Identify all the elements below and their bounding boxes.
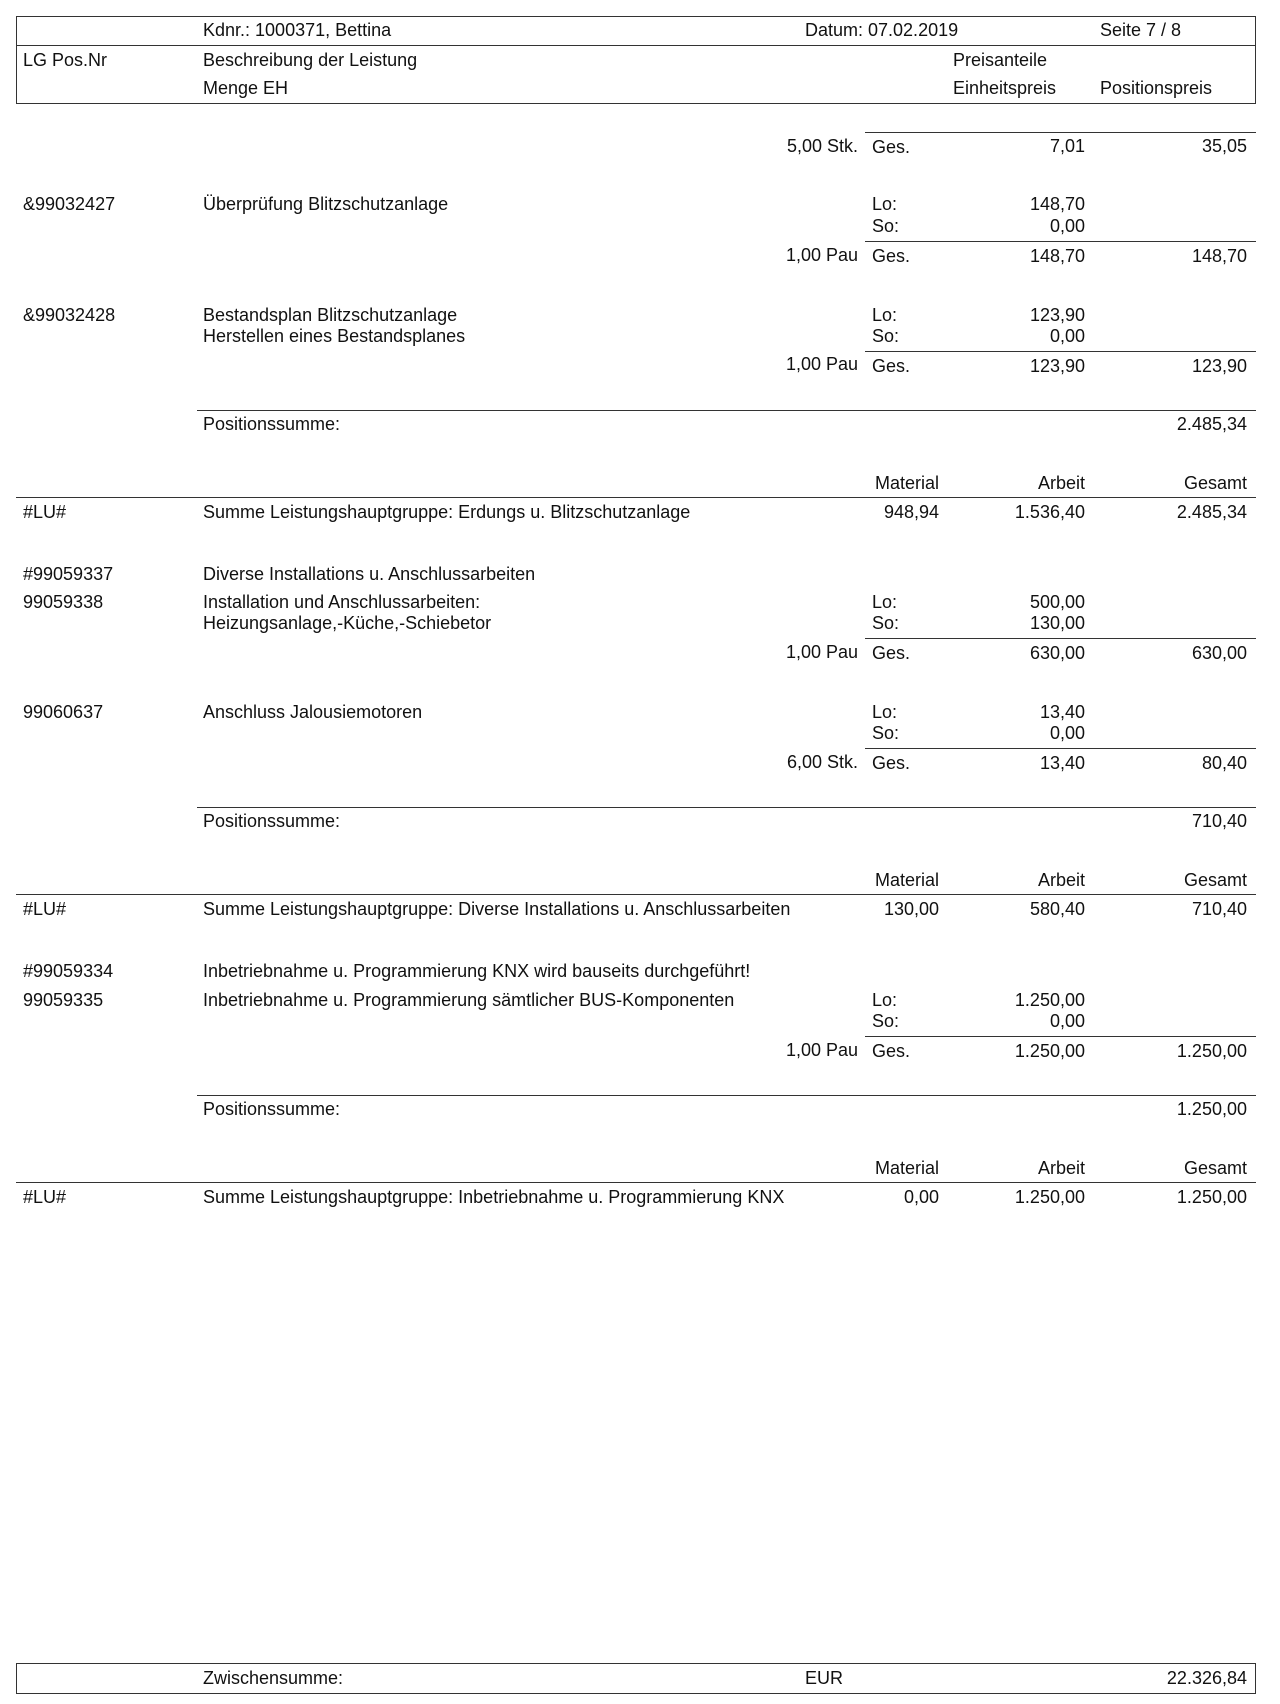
column-header-lg-pos: LG Pos.Nr (23, 50, 108, 70)
group-number: #99059334 (23, 961, 114, 981)
lo-label: Lo: (872, 592, 898, 612)
so-label: So: (872, 1011, 900, 1031)
carryover-line (865, 132, 1256, 133)
ges-label: Ges. (872, 643, 911, 663)
position-description: Installation und Anschlussarbeiten: (203, 592, 481, 612)
position-sum-value: 710,40 (1191, 811, 1247, 831)
position-sum-value: 2.485,34 (1176, 414, 1247, 434)
position-sum-label: Positionssumme: (203, 811, 341, 831)
position-sum-line (197, 410, 1256, 411)
material-header: Material (874, 473, 939, 493)
position-quantity: 1,00 Pau (785, 1040, 858, 1060)
position-number: 99059338 (23, 592, 104, 612)
position-sum-value: 1.250,00 (1176, 1099, 1247, 1119)
position-divider (865, 351, 1256, 352)
lo-value: 148,70 (1029, 194, 1085, 214)
customer-number: Kdnr.: 1000371, Bettina (203, 20, 392, 40)
position-sum-label: Positionssumme: (203, 414, 341, 434)
group-sum-label: Summe Leistungshauptgruppe: Erdungs u. Blitzschutzanlage (203, 502, 691, 522)
position-unit-price: 1.250,00 (1014, 1041, 1085, 1061)
column-header-description: Beschreibung der Leistung (203, 50, 418, 70)
position-total: 80,40 (1201, 753, 1247, 773)
position-quantity: 1,00 Pau (785, 642, 858, 662)
lo-value: 1.250,00 (1014, 990, 1085, 1010)
carryover-ges-label: Ges. (872, 137, 911, 157)
ges-label: Ges. (872, 246, 911, 266)
so-value: 130,00 (1029, 613, 1085, 633)
position-number: &99032428 (23, 305, 116, 325)
position-divider (865, 638, 1256, 639)
so-value: 0,00 (1049, 723, 1085, 743)
lo-label: Lo: (872, 305, 898, 325)
arbeit-header: Arbeit (1037, 870, 1085, 890)
group-title: Diverse Installations u. Anschlussarbeiten (203, 564, 536, 584)
lo-value: 500,00 (1029, 592, 1085, 612)
arbeit-header: Arbeit (1037, 1158, 1085, 1178)
header-box (16, 16, 1256, 104)
column-header-quantity-unit: Menge EH (203, 78, 289, 98)
column-header-price-parts: Preisanteile (953, 50, 1048, 70)
position-divider (865, 1036, 1256, 1037)
position-total: 123,90 (1191, 356, 1247, 376)
position-sum-label: Positionssumme: (203, 1099, 341, 1119)
lu-marker: #LU# (23, 899, 67, 919)
so-label: So: (872, 216, 900, 236)
group-sum-label: Summe Leistungshauptgruppe: Inbetriebnahme u. Programmierung KNX (203, 1187, 785, 1207)
ges-label: Ges. (872, 356, 911, 376)
position-description-line2: Herstellen eines Bestandsplanes (203, 326, 466, 346)
column-header-unit-price: Einheitspreis (953, 78, 1057, 98)
group-sum-gesamt: 2.485,34 (1176, 502, 1247, 522)
position-total: 630,00 (1191, 643, 1247, 663)
page-number: Seite 7 / 8 (1100, 20, 1182, 40)
subtotal-label: Zwischensumme: (203, 1668, 344, 1688)
lu-marker: #LU# (23, 502, 67, 522)
subtotal-amount: 22.326,84 (1166, 1668, 1247, 1688)
position-quantity: 1,00 Pau (785, 245, 858, 265)
carryover-quantity: 5,00 Stk. (786, 136, 858, 156)
position-description-line2: Heizungsanlage,-Küche,-Schiebetor (203, 613, 492, 633)
position-divider (865, 748, 1256, 749)
group-sum-gesamt: 710,40 (1191, 899, 1247, 919)
so-label: So: (872, 326, 900, 346)
position-sum-line (197, 807, 1256, 808)
position-number: &99032427 (23, 194, 116, 214)
position-quantity: 1,00 Pau (785, 354, 858, 374)
position-unit-price: 630,00 (1029, 643, 1085, 663)
so-value: 0,00 (1049, 216, 1085, 236)
lo-label: Lo: (872, 702, 898, 722)
subtotal-box (16, 1663, 1256, 1694)
lo-value: 123,90 (1029, 305, 1085, 325)
group-sum-material: 948,94 (883, 502, 939, 522)
position-number: 99060637 (23, 702, 104, 722)
position-quantity: 6,00 Stk. (786, 752, 858, 772)
material-header: Material (874, 1158, 939, 1178)
ges-label: Ges. (872, 753, 911, 773)
header-divider (16, 45, 1256, 46)
group-sum-arbeit: 1.536,40 (1014, 502, 1085, 522)
group-sum-arbeit: 1.250,00 (1014, 1187, 1085, 1207)
group-sum-line (16, 1182, 1256, 1183)
group-sum-material: 0,00 (903, 1187, 939, 1207)
position-total: 148,70 (1191, 246, 1247, 266)
group-sum-line (16, 894, 1256, 895)
group-sum-arbeit: 580,40 (1029, 899, 1085, 919)
so-label: So: (872, 723, 900, 743)
position-description: Inbetriebnahme u. Programmierung sämtlicher BUS-Komponenten (203, 990, 735, 1010)
position-unit-price: 13,40 (1039, 753, 1085, 773)
carryover-total: 35,05 (1201, 136, 1247, 156)
position-number: 99059335 (23, 990, 104, 1010)
lo-label: Lo: (872, 990, 898, 1010)
group-sum-gesamt: 1.250,00 (1176, 1187, 1247, 1207)
so-value: 0,00 (1049, 326, 1085, 346)
gesamt-header: Gesamt (1183, 1158, 1247, 1178)
so-label: So: (872, 613, 900, 633)
lo-value: 13,40 (1039, 702, 1085, 722)
document-date: Datum: 07.02.2019 (805, 20, 959, 40)
lo-label: Lo: (872, 194, 898, 214)
group-sum-line (16, 497, 1256, 498)
group-title: Inbetriebnahme u. Programmierung KNX wird bauseits durchgeführt! (203, 961, 751, 981)
carryover-unit-price: 7,01 (1049, 136, 1085, 156)
subtotal-currency: EUR (805, 1668, 844, 1688)
position-unit-price: 148,70 (1029, 246, 1085, 266)
arbeit-header: Arbeit (1037, 473, 1085, 493)
position-description: Überprüfung Blitzschutzanlage (203, 194, 449, 214)
group-number: #99059337 (23, 564, 114, 584)
ges-label: Ges. (872, 1041, 911, 1061)
so-value: 0,00 (1049, 1011, 1085, 1031)
gesamt-header: Gesamt (1183, 870, 1247, 890)
position-description: Bestandsplan Blitzschutzanlage (203, 305, 458, 325)
group-sum-label: Summe Leistungshauptgruppe: Diverse Installations u. Anschlussarbeiten (203, 899, 791, 919)
position-description: Anschluss Jalousiemotoren (203, 702, 423, 722)
group-sum-material: 130,00 (883, 899, 939, 919)
gesamt-header: Gesamt (1183, 473, 1247, 493)
lu-marker: #LU# (23, 1187, 67, 1207)
position-sum-line (197, 1095, 1256, 1096)
position-total: 1.250,00 (1176, 1041, 1247, 1061)
material-header: Material (874, 870, 939, 890)
position-divider (865, 241, 1256, 242)
column-header-position-price: Positionspreis (1100, 78, 1213, 98)
position-unit-price: 123,90 (1029, 356, 1085, 376)
